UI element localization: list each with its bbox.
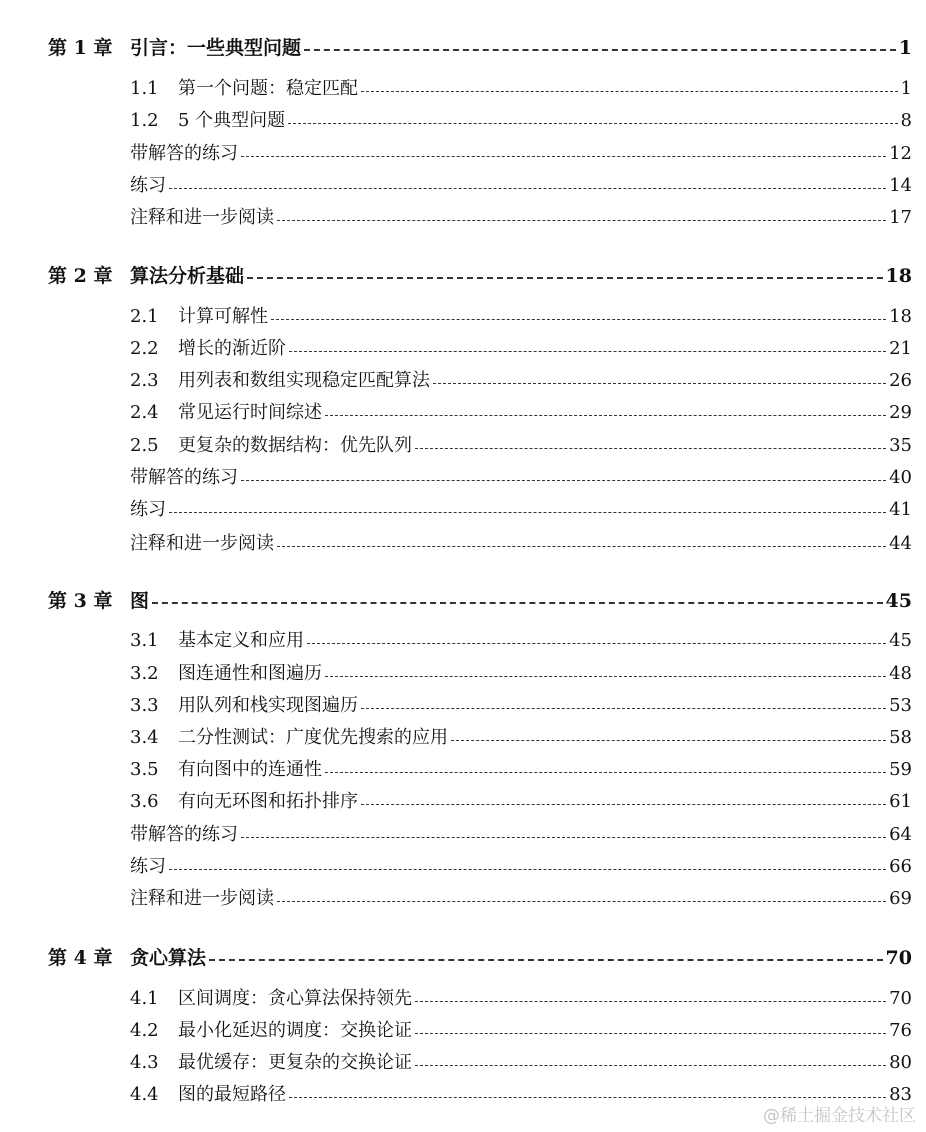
section-title: 用队列和栈实现图遍历 <box>178 695 358 716</box>
page-number: 35 <box>889 435 912 456</box>
dot-leader <box>247 277 883 279</box>
page-number: 58 <box>889 727 912 748</box>
chapter-heading <box>48 34 912 62</box>
chapter-heading <box>48 587 912 615</box>
dot-leader <box>361 708 886 709</box>
dot-leader <box>152 602 883 604</box>
dot-leader <box>288 123 897 124</box>
section-title: 注释和进一步阅读 <box>130 888 274 909</box>
section-number: 3.2 <box>130 663 159 684</box>
dot-leader <box>325 415 886 416</box>
chapter-title: 贪心算法 <box>130 947 207 969</box>
toc-entry <box>130 140 912 168</box>
dot-leader <box>307 643 886 644</box>
dot-leader <box>415 1001 886 1002</box>
section-title: 带解答的练习 <box>130 824 238 845</box>
section-title: 计算可解性 <box>178 306 268 327</box>
section-title: 练习 <box>130 856 166 877</box>
section-title: 图连通性和图遍历 <box>178 663 322 684</box>
toc-entry <box>130 107 912 135</box>
dot-leader <box>433 383 886 384</box>
page-number: 18 <box>885 265 912 287</box>
toc-entry <box>130 75 912 103</box>
section-number: 1.1 <box>130 78 159 99</box>
dot-leader <box>277 901 886 902</box>
dot-leader <box>361 91 898 92</box>
section-title: 5 个典型问题 <box>178 110 286 131</box>
section-number: 4.4 <box>130 1084 159 1105</box>
section-title: 有向图中的连通性 <box>178 759 322 780</box>
section-title: 常见运行时间综述 <box>178 402 322 423</box>
page-number: 26 <box>889 370 912 391</box>
toc-entry <box>130 303 912 331</box>
dot-leader <box>289 351 886 352</box>
section-title: 图的最短路径 <box>178 1084 286 1105</box>
dot-leader <box>304 49 896 51</box>
section-number: 2.4 <box>130 402 159 423</box>
chapter-number: 第 1 章 <box>48 37 113 59</box>
section-title: 注释和进一步阅读 <box>130 207 274 228</box>
page-number: 1 <box>900 78 912 99</box>
dot-leader <box>241 156 886 157</box>
toc-entry <box>130 204 912 232</box>
page-number: 44 <box>889 533 912 554</box>
dot-leader <box>169 869 886 870</box>
watermark: @稀土掘金技术社区 <box>763 1106 916 1126</box>
section-title: 更复杂的数据结构：优先队列 <box>178 435 412 456</box>
dot-leader <box>415 1033 886 1034</box>
section-number: 3.5 <box>130 759 159 780</box>
section-title: 注释和进一步阅读 <box>130 533 274 554</box>
section-title: 带解答的练习 <box>130 467 238 488</box>
section-number: 2.2 <box>130 338 159 359</box>
toc-entry <box>130 821 912 849</box>
page-number: 66 <box>889 856 912 877</box>
page-number: 83 <box>889 1084 912 1105</box>
page-number: 17 <box>889 207 912 228</box>
toc-entry <box>130 692 912 720</box>
toc-entry <box>130 885 912 913</box>
toc-entry <box>130 335 912 363</box>
dot-leader <box>277 546 886 547</box>
toc-entry <box>130 530 912 558</box>
section-number: 3.6 <box>130 791 159 812</box>
page-number: 41 <box>889 499 912 520</box>
page-number: 12 <box>889 143 912 164</box>
page-number: 1 <box>898 37 912 59</box>
section-number: 1.2 <box>130 110 159 131</box>
chapter-heading <box>48 262 912 290</box>
page-number: 18 <box>889 306 912 327</box>
section-title: 最优缓存：更复杂的交换论证 <box>178 1052 412 1073</box>
section-title: 二分性测试：广度优先搜索的应用 <box>178 727 448 748</box>
page-number: 70 <box>889 988 912 1009</box>
chapter-number: 第 4 章 <box>48 947 113 969</box>
dot-leader <box>451 740 886 741</box>
toc-entry <box>130 788 912 816</box>
toc-entry <box>130 432 912 460</box>
section-number: 4.3 <box>130 1052 159 1073</box>
toc-entry <box>130 724 912 752</box>
chapter-number: 第 2 章 <box>48 265 113 287</box>
dot-leader <box>169 188 886 189</box>
page-number: 59 <box>889 759 912 780</box>
section-title: 最小化延迟的调度：交换论证 <box>178 1020 412 1041</box>
toc-entry <box>130 1049 912 1077</box>
toc-entry <box>130 853 912 881</box>
page-number: 29 <box>889 402 912 423</box>
section-title: 区间调度：贪心算法保持领先 <box>178 988 412 1009</box>
page-number: 76 <box>889 1020 912 1041</box>
dot-leader <box>415 448 886 449</box>
section-number: 2.3 <box>130 370 159 391</box>
page-number: 64 <box>889 824 912 845</box>
section-number: 4.2 <box>130 1020 159 1041</box>
dot-leader <box>289 1097 886 1098</box>
section-title: 带解答的练习 <box>130 143 238 164</box>
section-number: 3.3 <box>130 695 159 716</box>
page-number: 69 <box>889 888 912 909</box>
section-number: 2.5 <box>130 435 159 456</box>
toc-entry <box>130 1017 912 1045</box>
page-number: 45 <box>889 630 912 651</box>
chapter-title: 引言：一些典型问题 <box>130 37 302 59</box>
section-number: 3.4 <box>130 727 159 748</box>
toc-entry <box>130 627 912 655</box>
page-number: 61 <box>889 791 912 812</box>
toc-entry <box>130 985 912 1013</box>
dot-leader <box>277 220 886 221</box>
section-title: 有向无环图和拓扑排序 <box>178 791 358 812</box>
toc-entry <box>130 756 912 784</box>
page-number: 48 <box>889 663 912 684</box>
toc-entry <box>130 367 912 395</box>
dot-leader <box>209 959 883 961</box>
page-number: 8 <box>900 110 912 131</box>
dot-leader <box>169 512 886 513</box>
dot-leader <box>415 1065 886 1066</box>
toc-entry <box>130 399 912 427</box>
page-number: 45 <box>885 590 912 612</box>
chapter-number: 第 3 章 <box>48 590 113 612</box>
section-number: 4.1 <box>130 988 159 1009</box>
section-title: 第一个问题：稳定匹配 <box>178 78 358 99</box>
page-number: 40 <box>889 467 912 488</box>
section-number: 3.1 <box>130 630 159 651</box>
section-title: 练习 <box>130 499 166 520</box>
section-number: 2.1 <box>130 306 159 327</box>
dot-leader <box>241 480 886 481</box>
chapter-title: 算法分析基础 <box>130 265 245 287</box>
page-number: 70 <box>885 947 912 969</box>
dot-leader <box>361 804 886 805</box>
dot-leader <box>325 676 886 677</box>
toc-entry <box>130 496 912 524</box>
toc-entry <box>130 464 912 492</box>
dot-leader <box>325 772 886 773</box>
section-title: 增长的渐近阶 <box>178 338 286 359</box>
section-title: 基本定义和应用 <box>178 630 304 651</box>
page-number: 53 <box>889 695 912 716</box>
page-number: 14 <box>889 175 912 196</box>
section-title: 练习 <box>130 175 166 196</box>
toc-entry <box>130 172 912 200</box>
page-number: 21 <box>889 338 912 359</box>
toc-entry <box>130 660 912 688</box>
chapter-title: 图 <box>130 590 150 612</box>
chapter-heading <box>48 944 912 972</box>
page-number: 80 <box>889 1052 912 1073</box>
dot-leader <box>241 837 886 838</box>
section-title: 用列表和数组实现稳定匹配算法 <box>178 370 430 391</box>
dot-leader <box>271 319 886 320</box>
